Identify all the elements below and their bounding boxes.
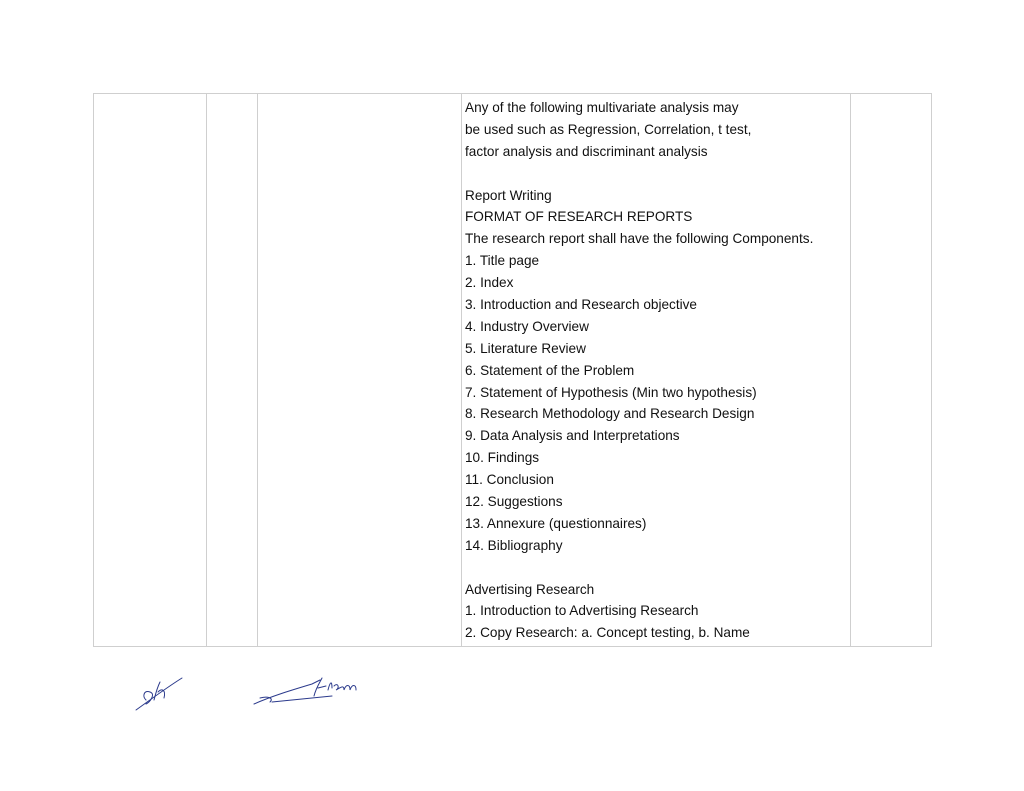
list-item: 13. Annexure (questionnaires) [465,515,647,531]
list-item: 4. Industry Overview [465,318,589,334]
table-cell-1 [94,94,207,647]
list-item: 8. Research Methodology and Research Design [465,406,755,422]
section-heading-advertising-research: Advertising Research [465,581,595,597]
list-item: 1. Title page [465,253,540,269]
table-cell-2 [207,94,258,647]
cell-content-text [462,94,850,644]
list-item: 12. Suggestions [465,494,563,510]
list-item: 10. Findings [465,450,540,466]
list-item: 11. Conclusion [465,472,554,488]
list-item: 2. Index [465,275,514,291]
list-item: 14. Bibliography [465,537,563,553]
section-intro: The research report shall have the following Components. [465,231,814,247]
list-item: 1. Introduction to Advertising Research [465,603,699,619]
blank-line [465,557,850,579]
list-item: 9. Data Analysis and Interpretations [465,428,680,444]
table-cell-content [462,94,851,647]
list-item: 6. Statement of the Problem [465,362,635,378]
list-item: 5. Literature Review [465,340,586,356]
blank-line [465,163,850,185]
section-heading-report-writing: Report Writing [465,187,552,203]
paragraph-line: factor analysis and discriminant analysis [465,143,708,159]
list-item: 2. Copy Research: a. Concept testing, b. Name [465,625,750,641]
signature-1 [132,670,186,714]
table-row [94,94,932,647]
list-item: 7. Statement of Hypothesis (Min two hypothesis) [465,384,757,400]
section-subheading-format: FORMAT OF RESEARCH REPORTS [465,209,693,225]
paragraph-line: Any of the following multivariate analysis may [465,100,739,115]
table-cell-5 [851,94,932,647]
paragraph-line: be used such as Regression, Correlation, t test, [465,121,752,137]
table-cell-3 [258,94,462,647]
signature-2 [252,672,360,708]
list-item: 3. Introduction and Research objective [465,297,697,313]
syllabus-table [93,93,932,647]
